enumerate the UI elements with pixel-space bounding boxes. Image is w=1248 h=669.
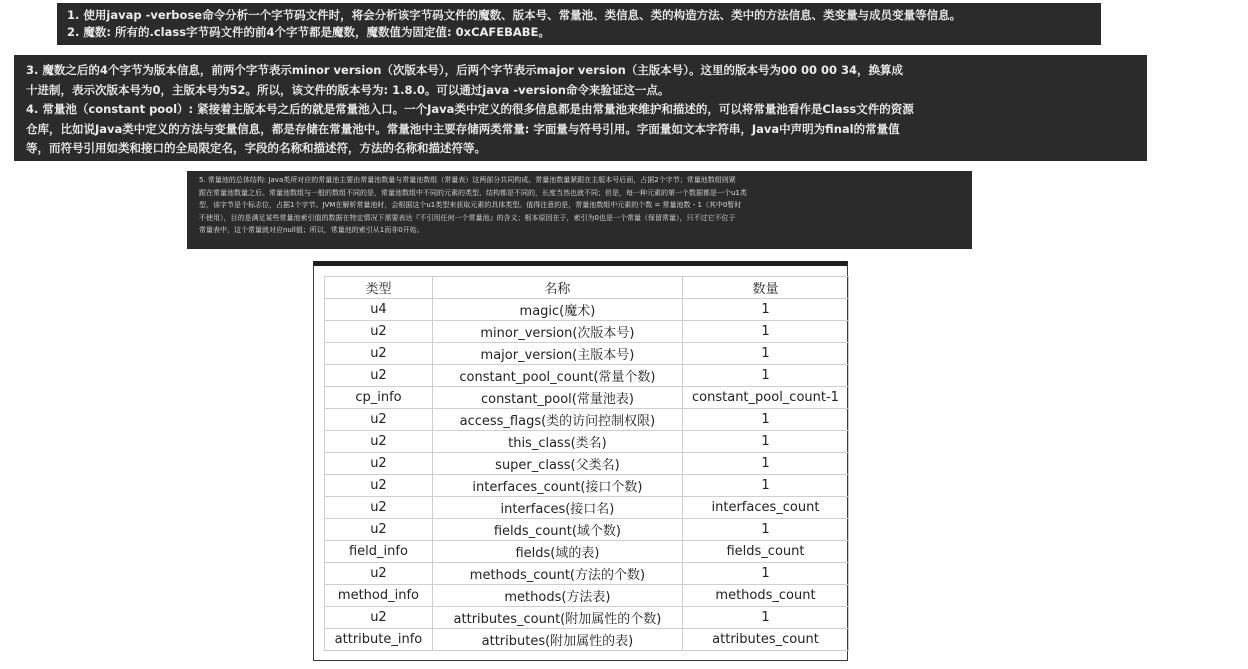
cell-count: interfaces_count xyxy=(682,497,848,519)
note-block-1 xyxy=(57,3,1101,45)
cell-type: field_info xyxy=(325,541,433,563)
table-row xyxy=(325,453,849,475)
cell-count: attributes_count xyxy=(682,629,848,651)
note-line: 仓库，比如说Java类中定义的方法与变量信息，都是存储在常量池中。常量池中主要存储两类常量: 字面量与符号引用。字面量如文本字符串，Java中声明为final的常量值 xyxy=(26,121,900,136)
cell-count: 1 xyxy=(682,409,848,431)
cell-type: u2 xyxy=(325,607,433,629)
cell-name: interfaces(接口名) xyxy=(432,497,682,519)
cell-count: 1 xyxy=(682,607,848,629)
cell-type: u2 xyxy=(325,519,433,541)
table-row xyxy=(325,343,849,365)
cell-type: u2 xyxy=(325,475,433,497)
note-line: 等，而符号引用如类和接口的全局限定名，字段的名称和描述符，方法的名称和描述符等。 xyxy=(26,141,486,155)
table-row xyxy=(325,365,849,387)
table-row xyxy=(325,629,849,651)
header-name: 名称 xyxy=(432,277,682,299)
cell-type: u2 xyxy=(325,563,433,585)
table-row xyxy=(325,585,849,607)
cell-name: super_class(父类名) xyxy=(432,453,682,475)
cell-type: method_info xyxy=(325,585,433,607)
note-line: 4. 常量池（constant pool）: 紧接着主版本号之后的就是常量池入口。一个Java类中定义的很多信息都是由常量池来维护和描述的，可以将常量池看作是Class文件的资源 xyxy=(26,102,914,116)
cell-type: u2 xyxy=(325,431,433,453)
cell-count: 1 xyxy=(682,519,848,541)
cell-count: methods_count xyxy=(682,585,848,607)
cell-type: u2 xyxy=(325,343,433,365)
cell-name: constant_pool_count(常量个数) xyxy=(432,365,682,387)
note-line: 跟在常量池数量之后。常量池数组与一般的数组不同的是，常量池数组中不同的元素的类型、结构都是不同的，长度当然也就不同；但是，每一种元素的第一个数据都是一个u1类 xyxy=(199,188,747,197)
header-count: 数量 xyxy=(682,277,848,299)
note-line: 3. 魔数之后的4个字节为版本信息，前两个字节表示minor version（次版本号），后两个字节表示major version（主版本号）。这里的版本号为00 00 00 34，换算成 xyxy=(26,63,904,77)
cell-count: fields_count xyxy=(682,541,848,563)
header-type: 类型 xyxy=(325,277,433,299)
cell-type: attribute_info xyxy=(325,629,433,651)
cell-name: fields(域的表) xyxy=(432,541,682,563)
note-block-3 xyxy=(187,171,972,249)
cell-count: constant_pool_count-1 xyxy=(682,387,848,409)
cell-name: magic(魔术) xyxy=(432,299,682,321)
table-header-row xyxy=(325,277,849,299)
cell-type: cp_info xyxy=(325,387,433,409)
table-row xyxy=(325,387,849,409)
class-file-structure-table xyxy=(324,276,849,651)
note-line: 型，该字节是个标志位，占据1个字节。JVM在解析常量池时，会根据这个u1类型来获取元素的具体类型。值得注意的是，常量池数组中元素的个数 = 常量池数 - 1（其中0暂时 xyxy=(199,201,742,209)
note-line: 不使用），目的是满足某些常量池索引值的数据在特定情况下需要表达『不引用任何一个常量池』的含义；根本原因在于，索引为0也是一个常量（保留常量），只不过它不位于 xyxy=(199,213,736,222)
table-row xyxy=(325,607,849,629)
cell-type: u2 xyxy=(325,409,433,431)
note-line: 1. 使用javap -verbose命令分析一个字节码文件时，将会分析该字节码文件的魔数、版本号、常量池、类信息、类的构造方法、类中的方法信息、类变量与成员变量等信息。 xyxy=(67,8,962,22)
cell-name: attributes_count(附加属性的个数) xyxy=(432,607,682,629)
cell-type: u4 xyxy=(325,299,433,321)
table-row xyxy=(325,475,849,497)
table-row xyxy=(325,497,849,519)
table-row xyxy=(325,299,849,321)
cell-type: u2 xyxy=(325,497,433,519)
table-row xyxy=(325,541,849,563)
cell-count: 1 xyxy=(682,563,848,585)
table-row xyxy=(325,321,849,343)
cell-count: 1 xyxy=(682,365,848,387)
note-block-2 xyxy=(14,55,1147,161)
table-row xyxy=(325,563,849,585)
note-line: 常量表中，这个常量就对应null值；所以，常量池的索引从1而非0开始。 xyxy=(199,226,424,234)
cell-name: methods(方法表) xyxy=(432,585,682,607)
cell-name: this_class(类名) xyxy=(432,431,682,453)
table-row xyxy=(325,409,849,431)
table-row xyxy=(325,519,849,541)
note-line: 5. 常量池的总体结构: Java类所对应的常量池主要由常量池数量与常量池数组（常量表）这两部分共同构成。常量池数量紧跟在主版本号后面，占据2个字节；常量池数组则紧 xyxy=(199,176,736,184)
cell-type: u2 xyxy=(325,321,433,343)
cell-name: methods_count(方法的个数) xyxy=(432,563,682,585)
cell-type: u2 xyxy=(325,365,433,387)
cell-name: constant_pool(常量池表) xyxy=(432,387,682,409)
note-line: 十进制，表示次版本号为0，主版本号为52。所以，该文件的版本号为: 1.8.0。可以通过java -version命令来验证这一点。 xyxy=(26,82,670,97)
cell-name: fields_count(域个数) xyxy=(432,519,682,541)
table-row xyxy=(325,431,849,453)
cell-count: 1 xyxy=(682,299,848,321)
cell-name: attributes(附加属性的表) xyxy=(432,629,682,651)
class-file-structure-figure xyxy=(313,261,848,661)
cell-count: 1 xyxy=(682,321,848,343)
cell-count: 1 xyxy=(682,453,848,475)
cell-count: 1 xyxy=(682,343,848,365)
note-line: 2. 魔数: 所有的.class字节码文件的前4个字节都是魔数，魔数值为固定值: 0xCAFEBABE。 xyxy=(67,25,550,39)
cell-name: interfaces_count(接口个数) xyxy=(432,475,682,497)
cell-type: u2 xyxy=(325,453,433,475)
cell-name: major_version(主版本号) xyxy=(432,343,682,365)
cell-count: 1 xyxy=(682,475,848,497)
cell-name: access_flags(类的访问控制权限) xyxy=(432,409,682,431)
cell-count: 1 xyxy=(682,431,848,453)
cell-name: minor_version(次版本号) xyxy=(432,321,682,343)
